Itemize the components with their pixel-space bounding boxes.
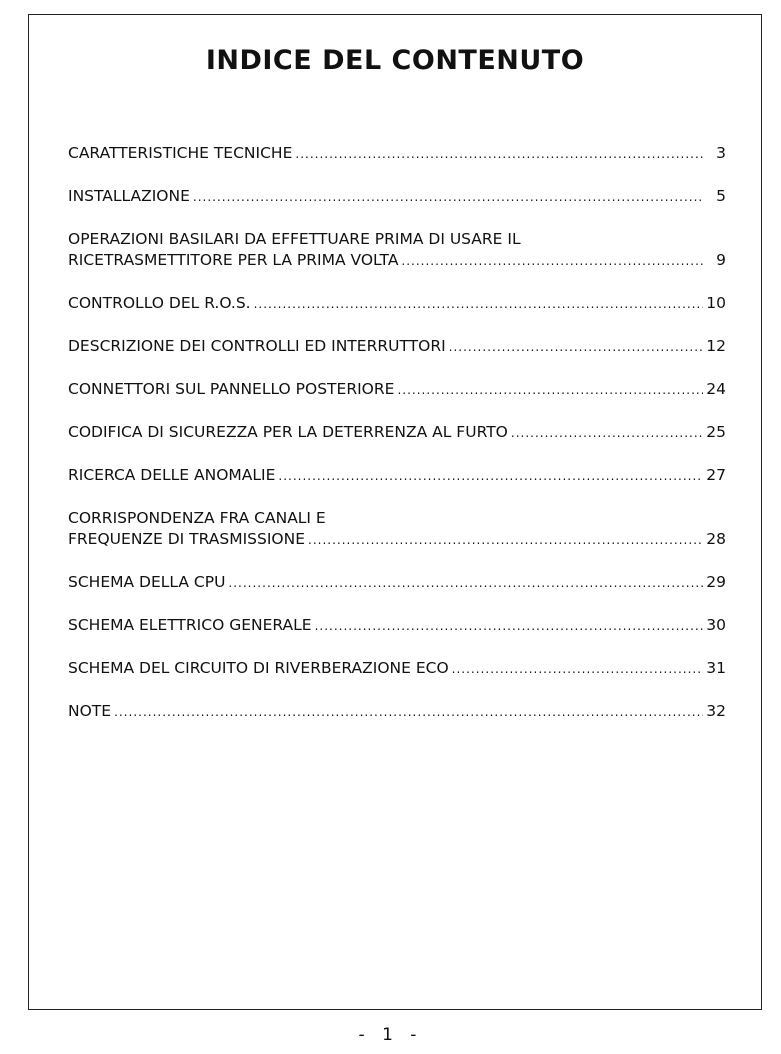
toc-entry-page: 28 — [706, 530, 726, 548]
toc-entry-page: 32 — [706, 702, 726, 720]
toc-entry-page: 25 — [706, 423, 726, 441]
toc-entry-label: CARATTERISTICHE TECNICHE — [68, 144, 293, 162]
page-number: - 1 - — [358, 1025, 423, 1045]
toc-entry[interactable] — [68, 508, 726, 551]
page-border — [28, 14, 762, 1010]
toc-entry-page: 31 — [706, 659, 726, 677]
toc-entry-page: 29 — [706, 573, 726, 591]
toc-entry-label: SCHEMA DEL CIRCUITO DI RIVERBERAZIONE ECO — [68, 659, 449, 677]
toc-entry-label: RICETRASMETTITORE PER LA PRIMA VOLTA — [68, 251, 399, 269]
toc-entry-label: CODIFICA DI SICUREZZA PER LA DETERRENZA AL FURTO — [68, 423, 508, 441]
dot-leader — [449, 337, 703, 358]
dot-leader — [308, 530, 703, 551]
toc-entry-label: DESCRIZIONE DEI CONTROLLI ED INTERRUTTORI — [68, 337, 446, 355]
toc-entry[interactable] — [68, 379, 726, 401]
toc-entry[interactable] — [68, 229, 726, 272]
dot-leader — [114, 702, 703, 723]
dot-leader — [452, 659, 703, 680]
dot-leader — [295, 144, 703, 165]
toc-entry-label-line1: OPERAZIONI BASILARI DA EFFETTUARE PRIMA DI USARE IL — [68, 230, 521, 248]
dot-leader — [278, 466, 703, 487]
toc-entry[interactable] — [68, 701, 726, 723]
toc-entry[interactable] — [68, 143, 726, 165]
dot-leader — [315, 616, 703, 637]
toc-entry-label: SCHEMA DELLA CPU — [68, 573, 226, 591]
toc-entry-page: 24 — [706, 380, 726, 398]
toc-entry[interactable] — [68, 465, 726, 487]
toc-entry-page: 30 — [706, 616, 726, 634]
dot-leader — [193, 187, 703, 208]
toc-entry-label: CONTROLLO DEL R.O.S. — [68, 294, 251, 312]
toc-entry-label: SCHEMA ELETTRICO GENERALE — [68, 616, 312, 634]
toc-entry[interactable] — [68, 572, 726, 594]
page-title: INDICE DEL CONTENUTO — [205, 45, 585, 76]
toc-entry-page: 3 — [716, 144, 726, 162]
toc-entry-label: CONNETTORI SUL PANNELLO POSTERIORE — [68, 380, 395, 398]
toc-entry-label: FREQUENZE DI TRASMISSIONE — [68, 530, 306, 548]
dot-leader — [401, 251, 703, 272]
toc-entry[interactable] — [68, 186, 726, 208]
toc-entry-page: 12 — [706, 337, 726, 355]
toc-entry[interactable] — [68, 658, 726, 680]
toc-entry-page: 5 — [716, 187, 726, 205]
dot-leader — [228, 573, 703, 594]
toc-entry-page: 27 — [706, 466, 726, 484]
table-of-contents — [68, 143, 726, 744]
toc-entry[interactable] — [68, 293, 726, 315]
toc-entry-page: 9 — [716, 251, 726, 269]
toc-entry[interactable] — [68, 615, 726, 637]
toc-entry-label-line1: CORRISPONDENZA FRA CANALI E — [68, 509, 326, 527]
dot-leader — [397, 380, 703, 401]
toc-entry-label: INSTALLAZIONE — [68, 187, 190, 205]
toc-entry-page: 10 — [706, 294, 726, 312]
toc-entry-label: NOTE — [68, 702, 112, 720]
dot-leader — [254, 294, 703, 315]
dot-leader — [511, 423, 703, 444]
toc-entry[interactable] — [68, 336, 726, 358]
toc-entry[interactable] — [68, 422, 726, 444]
toc-entry-label: RICERCA DELLE ANOMALIE — [68, 466, 276, 484]
